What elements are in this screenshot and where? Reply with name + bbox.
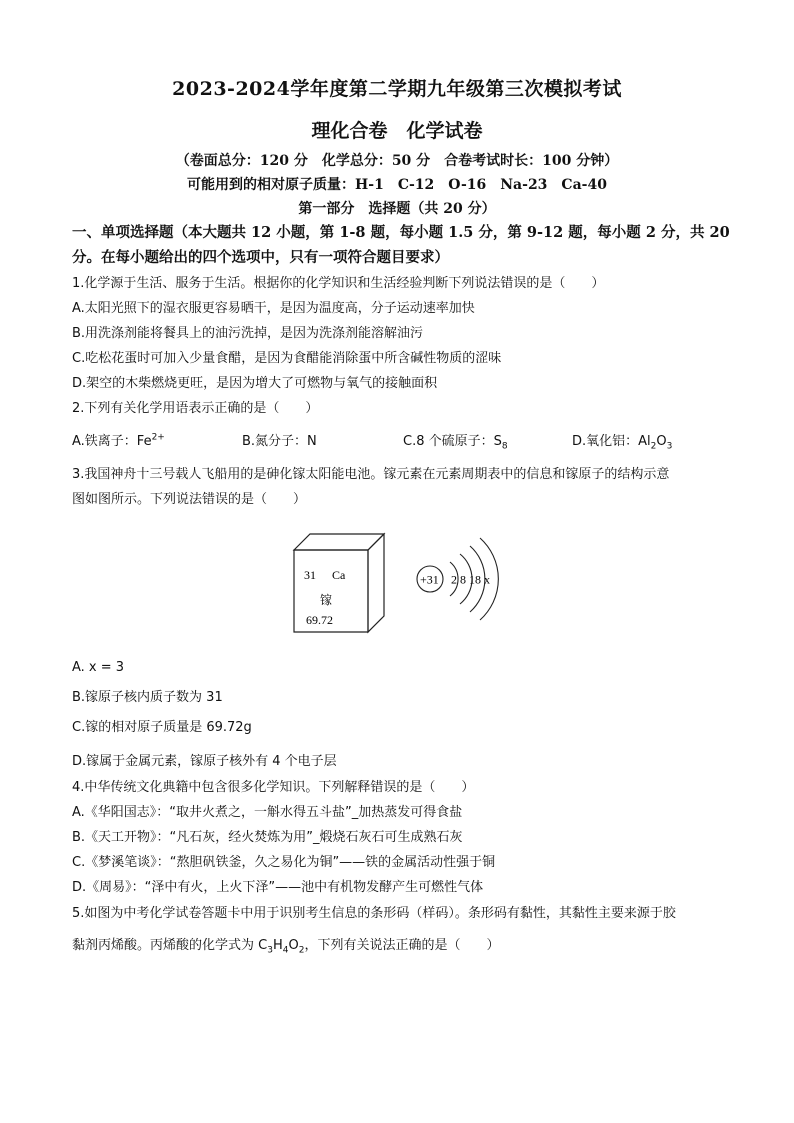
q1-option-c: C.吃松花蛋时可加入少量食醋，是因为食醋能消除蛋中所含碱性物质的涩味 (72, 351, 502, 366)
part-heading: 第一部分 选择题（共 20 分） (298, 201, 496, 217)
q3-stem-line1: 3.我国神舟十三号载人飞船用的是砷化镓太阳能电池。镓元素在元素周期表中的信息和镓原子的结构示意 (72, 467, 670, 482)
q4-option-b: B.《天工开物》：“凡石灰，经火焚炼为用”_煅烧石灰石可生成熟石灰 (72, 830, 463, 845)
q4-option-a: A.《华阳国志》：“取井火煮之，一斛水得五斗盐”_加热蒸发可得食盐 (72, 805, 463, 820)
q2-option-a: A.铁离子：$Fe^{2+}$ (72, 432, 165, 449)
q3-option-a: A. x = 3 (72, 660, 125, 675)
q3-option-c: C.镓的相对原子质量是 69.72g (72, 720, 252, 735)
atomic-number: 31 (304, 568, 316, 582)
q5-stem-line2: 黏剂丙烯酸。丙烯酸的化学式为 $C_3H_4O_2$，下列有关说法正确的是（ ） (72, 938, 500, 956)
q1-option-b: B.用洗涤剂能将餐具上的油污洗掉，是因为洗涤剂能溶解油污 (72, 326, 424, 341)
q1-option-a: A.太阳光照下的湿衣服更容易晒干，是因为温度高，分子运动速率加快 (72, 301, 475, 316)
q5-stem-line1: 5.如图为中考化学试卷答题卡中用于识别考生信息的条形码（样码）。条形码有黏性，其黏性主要来源于胶 (72, 906, 676, 921)
q4-option-d: D.《周易》：“泽中有火，上火下泽”——池中有机物发酵产生可燃性气体 (72, 880, 484, 895)
q1-option-d: D.架空的木柴燃烧更旺，是因为增大了可燃物与氧气的接触面积 (72, 376, 438, 391)
q4-option-c: C.《梦溪笔谈》：“熬胆矾铁釜，久之易化为铜”——铁的金属活动性强于铜 (72, 855, 496, 870)
q3-stem-line2: 图如图所示。下列说法错误的是（ ） (72, 492, 307, 507)
exam-title: 2023-2024学年度第二学期九年级第三次模拟考试 (172, 78, 622, 100)
paper-subtitle: 理化合卷 化学试卷 (311, 120, 483, 142)
q3-option-b: B.镓原子核内质子数为 31 (72, 690, 223, 705)
q2-option-c: C.8 个硫原子：$S_8$ (403, 434, 508, 452)
q4-stem: 4.中华传统文化典籍中包含很多化学知识。下列解释错误的是（ ） (72, 780, 475, 795)
score-info: （卷面总分：120 分 化学总分：50 分 合卷考试时长：100 分钟） (175, 153, 619, 169)
q2-option-d: D.氧化铝：$Al_2O_3$ (572, 434, 673, 452)
nucleus-charge: +31 (420, 572, 439, 587)
q2-stem: 2.下列有关化学用语表示正确的是（ ） (72, 401, 319, 416)
section-heading: 一、单项选择题（本大题共 12 小题，第 1-8 题，每小题 1.5 分，第 9-12 题，每小题 2 分，共 20 分。在每小题给出的四个选项中，只有一项符合题目要求） (72, 224, 730, 266)
element-name: 镓 (320, 593, 333, 607)
q3-option-d: D.镓属于金属元素，镓原子核外有 4 个电子层 (72, 754, 337, 769)
q2-option-b: B.氮分子：N (242, 434, 317, 449)
shell-electrons: 2 8 18 x (451, 572, 490, 587)
atomic-mass: 69.72 (306, 613, 333, 627)
element-symbol: Ca (332, 568, 346, 582)
atomic-masses: 可能用到的相对原子质量：H-1 C-12 O-16 Na-23 Ca-40 (187, 177, 607, 193)
q1-stem: 1.化学源于生活、服务于生活。根据你的化学知识和生活经验判断下列说法错误的是（ ） (72, 276, 605, 291)
gallium-figure (290, 520, 510, 644)
